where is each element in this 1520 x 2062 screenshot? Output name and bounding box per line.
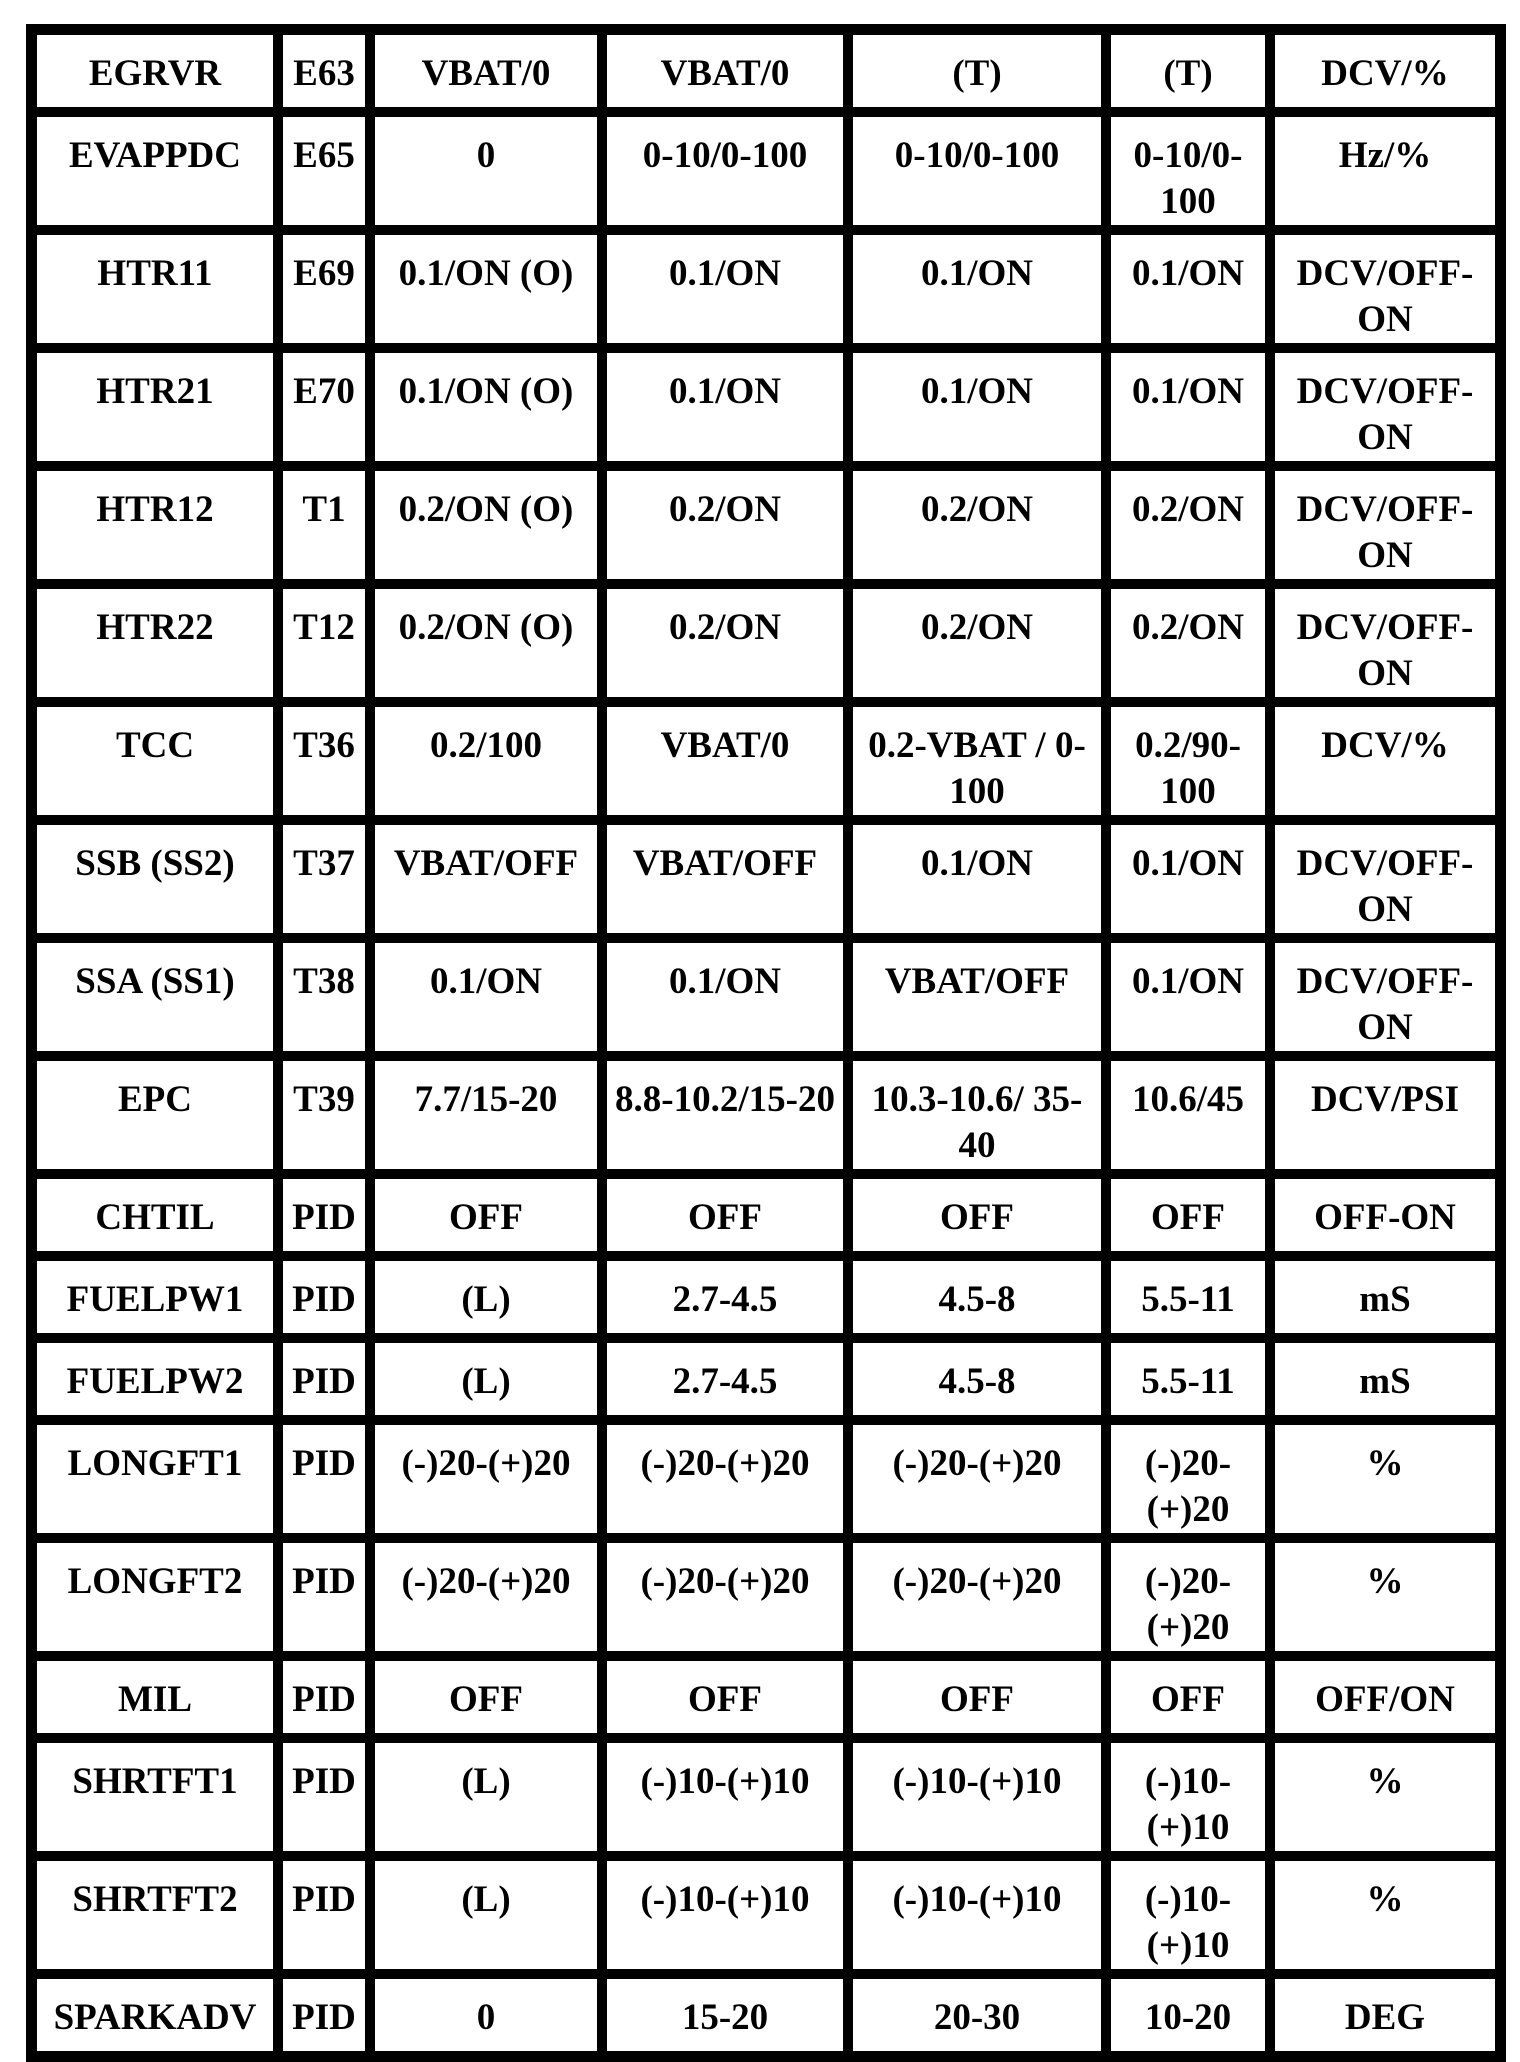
cell-key-on-engine-off: (L) [370, 1338, 602, 1420]
cell-units: DCV/OFF-ON [1270, 820, 1500, 938]
cell-pid-name: SPARKADV [32, 1974, 278, 2056]
table-row [32, 820, 1500, 938]
cell-idle: 0.1/ON [602, 230, 848, 348]
cell-cruise: OFF [848, 1174, 1106, 1256]
cell-wot: (-)20-(+)20 [1106, 1538, 1270, 1656]
cell-units: DCV/OFF-ON [1270, 230, 1500, 348]
cell-wot: 0.2/90-100 [1106, 702, 1270, 820]
table-row [32, 466, 1500, 584]
cell-wot: 5.5-11 [1106, 1256, 1270, 1338]
table-row [32, 1420, 1500, 1538]
cell-pin: PID [278, 1420, 370, 1538]
cell-pid-name: SHRTFT1 [32, 1738, 278, 1856]
cell-wot: 10-20 [1106, 1974, 1270, 2056]
cell-pin: T12 [278, 584, 370, 702]
table-row [32, 30, 1500, 112]
cell-units: % [1270, 1538, 1500, 1656]
table-row [32, 1856, 1500, 1974]
cell-pid-name: HTR22 [32, 584, 278, 702]
cell-pid-name: SSA (SS1) [32, 938, 278, 1056]
cell-idle: 2.7-4.5 [602, 1256, 848, 1338]
cell-units: DCV/OFF-ON [1270, 584, 1500, 702]
cell-wot: 0.1/ON [1106, 938, 1270, 1056]
cell-pin: PID [278, 1174, 370, 1256]
cell-idle: OFF [602, 1174, 848, 1256]
cell-idle: (-)20-(+)20 [602, 1538, 848, 1656]
cell-pin: PID [278, 1656, 370, 1738]
cell-cruise: 0.2/ON [848, 466, 1106, 584]
cell-wot: 5.5-11 [1106, 1338, 1270, 1420]
pid-reference-table [26, 24, 1506, 2062]
cell-key-on-engine-off: (-)20-(+)20 [370, 1420, 602, 1538]
cell-pid-name: FUELPW1 [32, 1256, 278, 1338]
cell-pid-name: SHRTFT2 [32, 1856, 278, 1974]
cell-cruise: 20-30 [848, 1974, 1106, 2056]
cell-wot: OFF [1106, 1656, 1270, 1738]
cell-cruise: 0.2/ON [848, 584, 1106, 702]
cell-units: mS [1270, 1338, 1500, 1420]
cell-idle: 0.1/ON [602, 938, 848, 1056]
cell-idle: 8.8-10.2/15-20 [602, 1056, 848, 1174]
cell-idle: 0.2/ON [602, 466, 848, 584]
cell-idle: VBAT/0 [602, 30, 848, 112]
cell-units: DCV/% [1270, 702, 1500, 820]
cell-pid-name: EPC [32, 1056, 278, 1174]
cell-cruise: 4.5-8 [848, 1256, 1106, 1338]
cell-units: DCV/OFF-ON [1270, 466, 1500, 584]
cell-key-on-engine-off: 0.1/ON (O) [370, 348, 602, 466]
cell-units: DEG [1270, 1974, 1500, 2056]
cell-pid-name: TCC [32, 702, 278, 820]
cell-pin: PID [278, 1256, 370, 1338]
cell-cruise: 0.1/ON [848, 230, 1106, 348]
cell-idle: 15-20 [602, 1974, 848, 2056]
cell-units: OFF/ON [1270, 1656, 1500, 1738]
cell-units: % [1270, 1856, 1500, 1974]
cell-units: Hz/% [1270, 112, 1500, 230]
table-row [32, 1738, 1500, 1856]
cell-idle: (-)20-(+)20 [602, 1420, 848, 1538]
cell-wot: 0.2/ON [1106, 466, 1270, 584]
cell-units: DCV/% [1270, 30, 1500, 112]
table-row [32, 1974, 1500, 2056]
cell-key-on-engine-off: 0 [370, 1974, 602, 2056]
cell-pin: T1 [278, 466, 370, 584]
cell-pin: T38 [278, 938, 370, 1056]
cell-key-on-engine-off: 0 [370, 112, 602, 230]
cell-key-on-engine-off: 0.2/100 [370, 702, 602, 820]
cell-wot: (-)20-(+)20 [1106, 1420, 1270, 1538]
cell-units: DCV/OFF-ON [1270, 938, 1500, 1056]
cell-key-on-engine-off: 0.1/ON [370, 938, 602, 1056]
cell-pin: E69 [278, 230, 370, 348]
cell-wot: 0.1/ON [1106, 348, 1270, 466]
cell-key-on-engine-off: 0.2/ON (O) [370, 466, 602, 584]
cell-cruise: (T) [848, 30, 1106, 112]
cell-units: % [1270, 1738, 1500, 1856]
cell-pid-name: HTR12 [32, 466, 278, 584]
cell-pin: PID [278, 1856, 370, 1974]
cell-pin: PID [278, 1738, 370, 1856]
cell-idle: OFF [602, 1656, 848, 1738]
cell-wot: (-)10-(+)10 [1106, 1738, 1270, 1856]
cell-pid-name: LONGFT2 [32, 1538, 278, 1656]
cell-cruise: (-)20-(+)20 [848, 1538, 1106, 1656]
cell-units: % [1270, 1420, 1500, 1538]
cell-key-on-engine-off: (L) [370, 1738, 602, 1856]
table-row [32, 1656, 1500, 1738]
cell-units: mS [1270, 1256, 1500, 1338]
cell-units: DCV/PSI [1270, 1056, 1500, 1174]
cell-key-on-engine-off: 7.7/15-20 [370, 1056, 602, 1174]
cell-idle: 0.1/ON [602, 348, 848, 466]
cell-cruise: 10.3-10.6/ 35-40 [848, 1056, 1106, 1174]
table-row [32, 1256, 1500, 1338]
cell-pid-name: HTR21 [32, 348, 278, 466]
table-row [32, 1056, 1500, 1174]
cell-key-on-engine-off: VBAT/0 [370, 30, 602, 112]
cell-pid-name: CHTIL [32, 1174, 278, 1256]
cell-pid-name: MIL [32, 1656, 278, 1738]
cell-wot: (T) [1106, 30, 1270, 112]
cell-idle: 0-10/0-100 [602, 112, 848, 230]
table-row [32, 348, 1500, 466]
cell-wot: 0.1/ON [1106, 820, 1270, 938]
cell-pid-name: FUELPW2 [32, 1338, 278, 1420]
table-wrapper [26, 24, 1494, 2062]
cell-cruise: 0.1/ON [848, 348, 1106, 466]
cell-pid-name: HTR11 [32, 230, 278, 348]
cell-idle: VBAT/OFF [602, 820, 848, 938]
cell-idle: (-)10-(+)10 [602, 1856, 848, 1974]
cell-pin: T37 [278, 820, 370, 938]
cell-pid-name: SSB (SS2) [32, 820, 278, 938]
cell-cruise: 0-10/0-100 [848, 112, 1106, 230]
cell-cruise: (-)10-(+)10 [848, 1738, 1106, 1856]
cell-pin: E65 [278, 112, 370, 230]
cell-key-on-engine-off: 0.2/ON (O) [370, 584, 602, 702]
cell-key-on-engine-off: OFF [370, 1656, 602, 1738]
cell-pin: T39 [278, 1056, 370, 1174]
cell-wot: (-)10-(+)10 [1106, 1856, 1270, 1974]
cell-key-on-engine-off: (L) [370, 1856, 602, 1974]
cell-key-on-engine-off: OFF [370, 1174, 602, 1256]
cell-key-on-engine-off: VBAT/OFF [370, 820, 602, 938]
cell-wot: OFF [1106, 1174, 1270, 1256]
table-row [32, 112, 1500, 230]
cell-pin: PID [278, 1338, 370, 1420]
cell-units: DCV/OFF-ON [1270, 348, 1500, 466]
table-row [32, 1338, 1500, 1420]
cell-idle: (-)10-(+)10 [602, 1738, 848, 1856]
cell-pin: E63 [278, 30, 370, 112]
table-row [32, 702, 1500, 820]
cell-cruise: 0.1/ON [848, 820, 1106, 938]
cell-idle: VBAT/0 [602, 702, 848, 820]
cell-key-on-engine-off: (L) [370, 1256, 602, 1338]
table-body [32, 30, 1500, 2056]
cell-units: OFF-ON [1270, 1174, 1500, 1256]
cell-wot: 0.1/ON [1106, 230, 1270, 348]
cell-key-on-engine-off: (-)20-(+)20 [370, 1538, 602, 1656]
table-row [32, 1538, 1500, 1656]
cell-idle: 2.7-4.5 [602, 1338, 848, 1420]
cell-pin: T36 [278, 702, 370, 820]
cell-wot: 10.6/45 [1106, 1056, 1270, 1174]
cell-pin: E70 [278, 348, 370, 466]
cell-cruise: VBAT/OFF [848, 938, 1106, 1056]
table-row [32, 584, 1500, 702]
cell-pin: PID [278, 1974, 370, 2056]
table-row [32, 1174, 1500, 1256]
table-row [32, 938, 1500, 1056]
cell-key-on-engine-off: 0.1/ON (O) [370, 230, 602, 348]
cell-pin: PID [278, 1538, 370, 1656]
cell-idle: 0.2/ON [602, 584, 848, 702]
cell-pid-name: EVAPPDC [32, 112, 278, 230]
cell-cruise: (-)10-(+)10 [848, 1856, 1106, 1974]
cell-pid-name: LONGFT1 [32, 1420, 278, 1538]
cell-wot: 0-10/0-100 [1106, 112, 1270, 230]
cell-pid-name: EGRVR [32, 30, 278, 112]
cell-cruise: 4.5-8 [848, 1338, 1106, 1420]
table-row [32, 230, 1500, 348]
cell-cruise: OFF [848, 1656, 1106, 1738]
cell-wot: 0.2/ON [1106, 584, 1270, 702]
cell-cruise: 0.2-VBAT / 0-100 [848, 702, 1106, 820]
cell-cruise: (-)20-(+)20 [848, 1420, 1106, 1538]
